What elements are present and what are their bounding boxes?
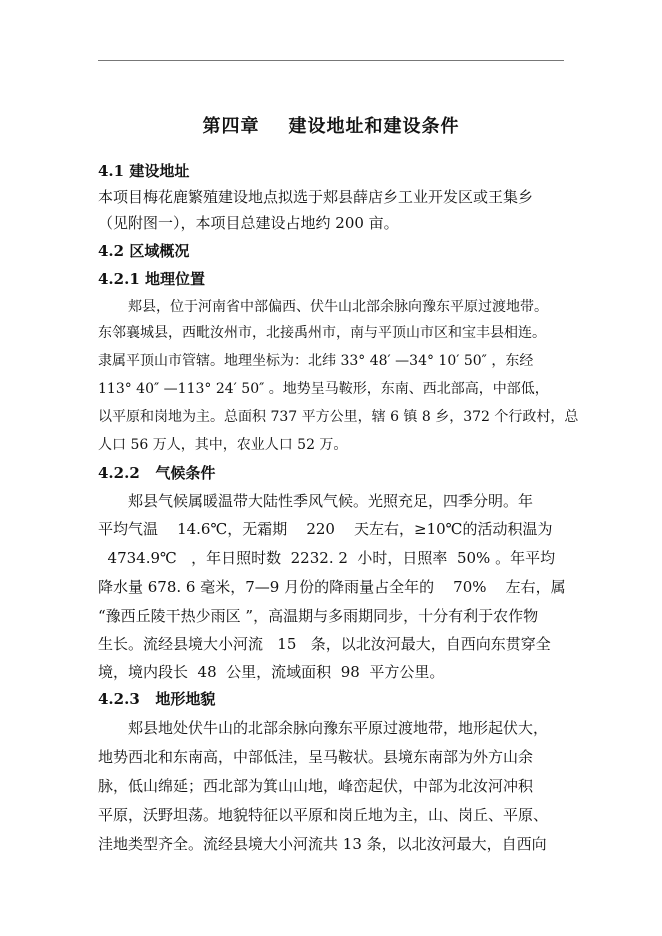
paragraph-line: 郏县，位于河南省中部偏西、伏牛山北部余脉向豫东平原过渡地带。 (128, 299, 548, 315)
paragraph-line: 人口 56 万人，其中，农业人口 52 万。 (98, 437, 348, 453)
paragraph-line: 平均气温 14.6℃，无霜期 220 天左右，≥10℃的活动积温为 (98, 520, 553, 538)
paragraph-line: 脉，低山绵延；西北部为箕山山地，峰峦起伏，中部为北汝河冲积 (98, 777, 534, 795)
section-heading-4-1: 4.1 建设地址 (98, 162, 190, 180)
paragraph-line: 洼地类型齐全。流经县境大小河流共 13 条，以北汝河最大，自西向 (98, 835, 547, 853)
paragraph-line: 以平原和岗地为主。总面积 737 平方公里，辖 6 镇 8 乡，372 个行政村，总 (98, 409, 579, 425)
section-heading-4-2: 4.2 区域概况 (98, 242, 190, 260)
paragraph-line: 郏县地处伏牛山的北部余脉向豫东平原过渡地带，地形起伏大， (128, 719, 549, 737)
section-heading-4-2-2: 4.2.2 气候条件 (98, 464, 216, 482)
paragraph-line: 隶属平顶山市管辖。地理坐标为：北纬 33° 48′ —34° 10′ 50″ ，东经 (98, 353, 534, 369)
paragraph-line: “豫西丘陵干热少雨区 ”，高温期与多雨期同步，十分有利于农作物 (98, 607, 539, 625)
paragraph-line: 地势西北和东南高，中部低洼，呈马鞍状。县境东南部为外方山余 (98, 748, 534, 766)
paragraph-line: 本项目梅花鹿繁殖建设地点拟选于郏县薛店乡工业开发区或王集乡 (98, 188, 534, 206)
paragraph-line: 郏县气候属暖温带大陆性季风气候。光照充足，四季分明。年 (128, 492, 534, 510)
paragraph-line: 113° 40″ —113° 24′ 50″ 。地势呈马鞍形，东南、西北部高，中部低， (98, 381, 549, 397)
paragraph-line: 4734.9℃ ，年日照时数 2232. 2 小时，日照率 50% 。年平均 (98, 549, 556, 567)
paragraph-line: 境，境内段长 48 公里，流域面积 98 平方公里。 (98, 663, 445, 681)
paragraph-line: （见附图一），本项目总建设占地约 200 亩。 (98, 214, 399, 232)
chapter-title: 第四章 建设地址和建设条件 (202, 116, 460, 137)
section-heading-4-2-3: 4.2.3 地形地貌 (98, 690, 216, 708)
paragraph-line: 平原，沃野坦荡。地貌特征以平原和岗丘地为主，山、岗丘、平原、 (98, 806, 549, 824)
paragraph-line: 生长。流经县境大小河流 15 条，以北汝河最大，自西向东贯穿全 (98, 635, 551, 653)
paragraph-line: 东邻襄城县，西毗汝州市，北接禹州市，南与平顶山市区和宝丰县相连。 (98, 325, 546, 341)
header-rule (98, 60, 564, 61)
paragraph-line: 降水量 678. 6 毫米，7—9 月份的降雨量占全年的 70% 左右，属 (98, 578, 566, 596)
section-heading-4-2-1: 4.2.1 地理位置 (98, 270, 205, 288)
